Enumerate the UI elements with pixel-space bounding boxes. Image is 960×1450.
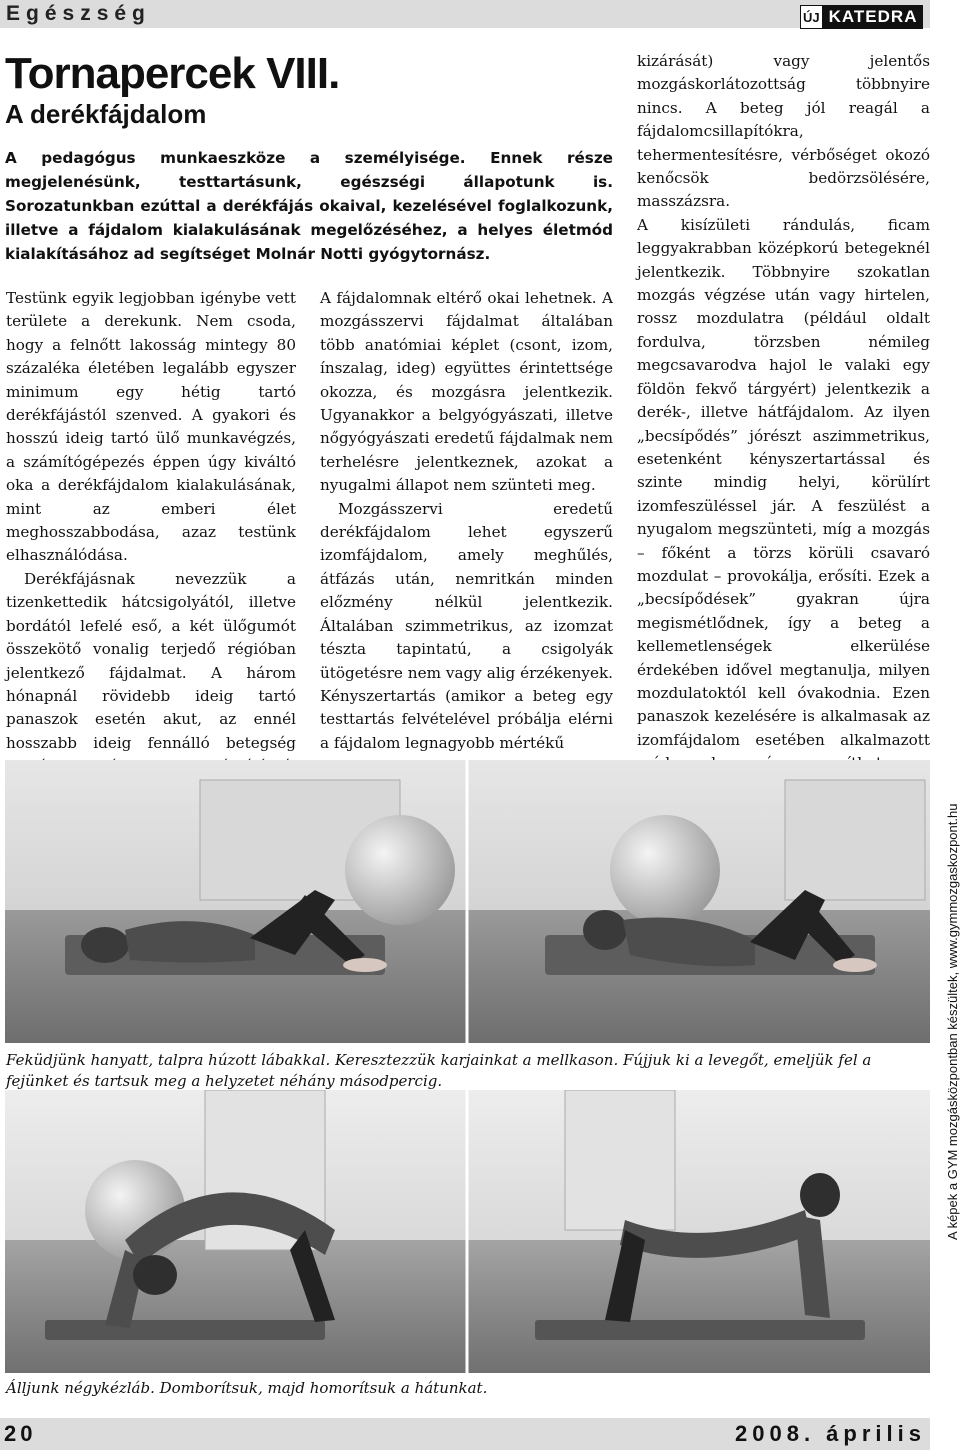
issue-date: 2008. április [735, 1421, 926, 1446]
exercise-photo-crunch [5, 760, 930, 1043]
paragraph: A fájdalomnak eltérő okai lehetnek. A mozgásszervi fájdalmat általában több anatómiai képlet (csont, izom, ínszalag, ideg) együttes érintettsége okozza, és mozgásra jelentkezik. Ugyanakkor a belgyógyászati, illetve nőgyógyászati eredetű fájdalmak nem terhelésre jelentkeznek, azokat a nyugalmi állapot nem szünteti meg. [320, 289, 613, 495]
all-fours-photo-illustration [5, 1090, 930, 1373]
logo-uj: ÚJ [800, 5, 823, 29]
photo-credit: A képek a GYM mozgásközpontban készültek, www.gymmozgaskozpont.hu [945, 803, 960, 1240]
text-column-1 [6, 287, 296, 802]
paragraph: Testünk egyik legjobban igénybe vett területe a derekunk. Nem csoda, hogy a felnőtt lakosság mintegy 80 százaléka életében legalább egyszer minimum egy hétig tartó derékfájástól szenved. A gyakori és hosszú ideig tartó ülő munkavégzés, a számítógépezés éppen úgy kiváltó oka a derékfájdalom kialakulásának, mint az emberi élet meghosszabbodása, azaz testünk elhasználódása. [6, 289, 296, 565]
exercise-photo-all-fours [5, 1090, 930, 1373]
text-column-2 [320, 287, 613, 755]
figure-caption-2: Álljunk négykézláb. Domborítsuk, majd homorítsuk a hátunkat. [6, 1379, 488, 1397]
page-number: 20 [4, 1421, 37, 1446]
paragraph: Mozgásszervi eredetű derékfájdalom lehet egyszerű izomfájdalom, amely meghűlés, átfázás után, nemritkán minden előzmény nélkül jelentkezik. Általában szimmetrikus, az izomzat tészta tapintatú, a csigolyák ütögetésre nem vagy alig érzékenyek. Kényszertartás (amikor a beteg egy testtartás felvételével próbálja elérni a fájdalom legnagyobb mértékű [320, 499, 613, 752]
logo-katedra: KATEDRA [823, 5, 924, 29]
crunch-photo-illustration [5, 760, 930, 1043]
paragraph: Derékfájásnak nevezzük a tizenkettedik hátcsigolyától, illetve bordától lefelé eső, a két ülőgumót összekötő vonalig terjedő régióban jelentkező fájdalmat. A három hónapnál rövidebb ideig tartó panaszok esetén akut, az ennél hosszabb ideig fennálló betegség [6, 569, 296, 752]
article-title: Tornapercek VIII. [5, 49, 340, 98]
article-subtitle: A derékfájdalom [5, 99, 207, 129]
figure-caption-1: Feküdjünk hanyatt, talpra húzott lábakkal. Keresztezzük karjainkat a mellkason. Fújjuk ki a levegőt, emeljük fel a fejünket és tartsuk meg a helyzetet néhány másodpercig. [6, 1051, 872, 1090]
text-column-3 [637, 50, 930, 846]
article-lead: A pedagógus munkaeszköze a személyisége. Ennek része megjelenésünk, testtartásunk, egészségi állapotunk is. Sorozatunkban ezúttal a derékfájás okaival, kezelésével foglalkozunk, illetve a fájdalom kialakulásának megelőzéséhez, a helyes életmód kialakításához ad segítséget Molnár Notti gyógytornász. [5, 149, 613, 263]
section-label: Egészség [6, 2, 151, 25]
magazine-logo [800, 5, 923, 29]
paragraph: kizárását) vagy jelentős mozgáskorlátozottság többnyire nincs. A beteg jól reagál a fájdalomcsillapítókra, tehermentesítésre, vérbőséget okozó kenőcsök bedörzsölésére, masszázsra. [637, 52, 930, 211]
paragraph: A kisízületi rándulás, ficam leggyakrabban középkorú betegeknél jelentkezik. Többnyire szokatlan mozgás végzése után vagy hirtelen, rossz mozdulatra (például oldalt fordulva, törzsben némileg megcsavarodva hajol le valaki egy földön fekvő tárgyért) jelentkezik a derék-, illetve hátfájdalom. Az ilyen „becsípődés” jórészt aszimmetrikus, esetenként kényszertartással és szinte mindig helyi, körülírt izomfeszüléssel jár. A feszülést a nyugalom megszünteti, míg a mozgás – főként a törzs körüli csavaró mozdulat – provokálja, erősíti. Ezek a „becsípődések” gyakran újra megismétlődnek, így a beteg a kellemetlenségek elkerülése érdekében idővel megtanulja, milyen mozdulatoktól kell óvakodnia. Ezen panaszok kezelésére is alkalmasak az izomfájdalom esetében alkalmazott [637, 215, 930, 749]
